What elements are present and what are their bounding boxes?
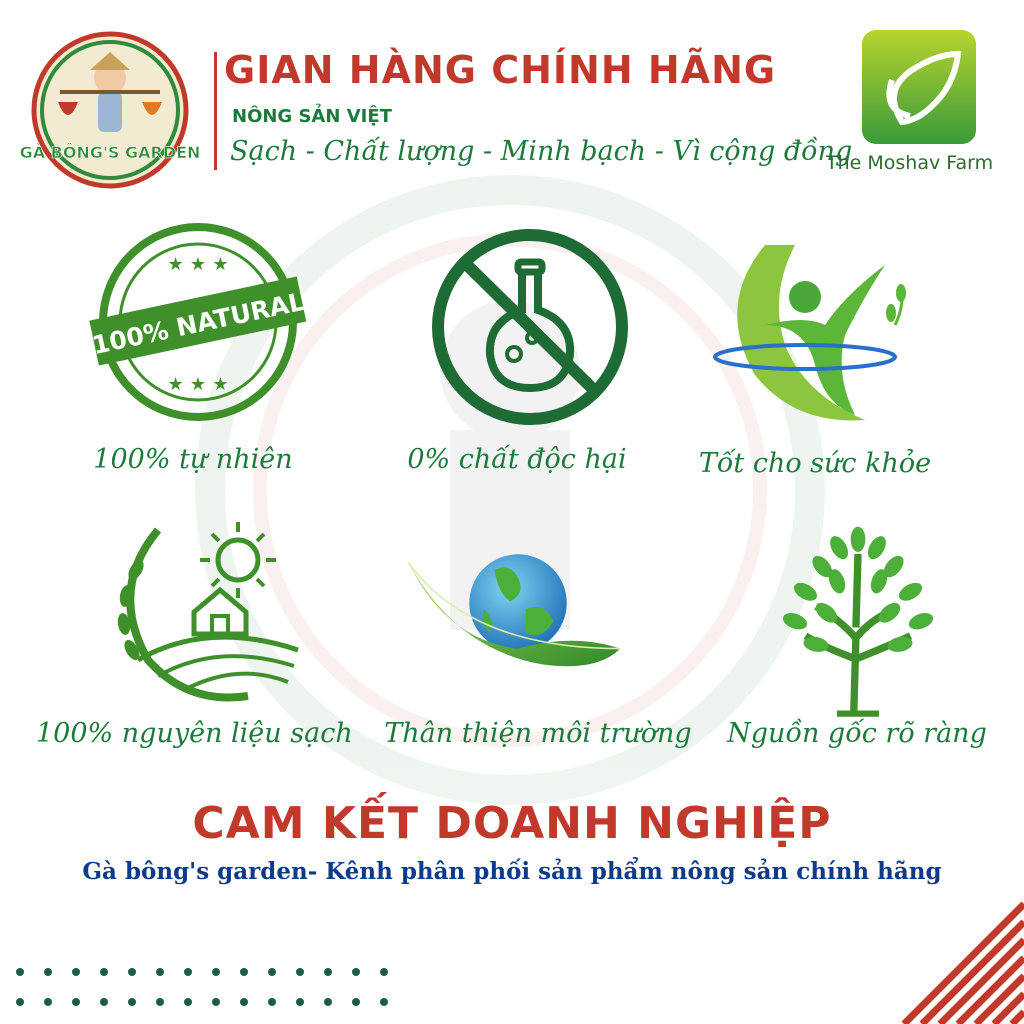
- partner-name: The Moshav Farm: [826, 152, 994, 174]
- health-person-icon: [705, 225, 925, 435]
- natural-stamp-icon: [88, 222, 308, 432]
- feature-label-clean-ingredients: 100% nguyên liệu sạch: [36, 718, 353, 749]
- feature-label-clear-origin: Nguồn gốc rõ ràng: [727, 718, 987, 749]
- feature-label-natural: 100% tự nhiên: [93, 444, 293, 475]
- feature-label-health: Tốt cho sức khỏe: [698, 448, 932, 479]
- feature-label-no-chemical: 0% chất độc hại: [407, 444, 627, 475]
- logo-text: GÀ BÔNG'S GARDEN: [19, 143, 201, 162]
- slogan: Sạch - Chất lượng - Minh bạch - Vì cộng đồng: [230, 136, 853, 167]
- moshav-leaf-logo-icon: [862, 30, 976, 144]
- garden-logo-icon: [19, 30, 201, 190]
- commitment-tagline: Gà bông's garden- Kênh phân phối sản phẩm nông sản chính hãng: [82, 858, 942, 885]
- no-chemical-icon: [420, 222, 640, 432]
- dots-decoration: [16, 962, 416, 1012]
- page-title: GIAN HÀNG CHÍNH HÃNG: [224, 48, 777, 92]
- globe-leaf-icon: [408, 520, 628, 730]
- header-divider: [214, 52, 217, 170]
- commitment-title: CAM KẾT DOANH NGHIỆP: [192, 798, 832, 849]
- tree-icon: [748, 512, 968, 722]
- corner-stripes-decoration: [904, 904, 1024, 1024]
- svg-text:★ ★ ★: ★ ★ ★: [167, 254, 229, 275]
- farm-field-icon: [98, 500, 318, 710]
- stamp-text: 100% NATURAL: [89, 286, 308, 361]
- svg-text:★ ★ ★: ★ ★ ★: [167, 374, 229, 395]
- feature-label-eco-friendly: Thân thiện môi trường: [384, 718, 692, 749]
- page-subtitle: NÔNG SẢN VIỆT: [232, 106, 392, 127]
